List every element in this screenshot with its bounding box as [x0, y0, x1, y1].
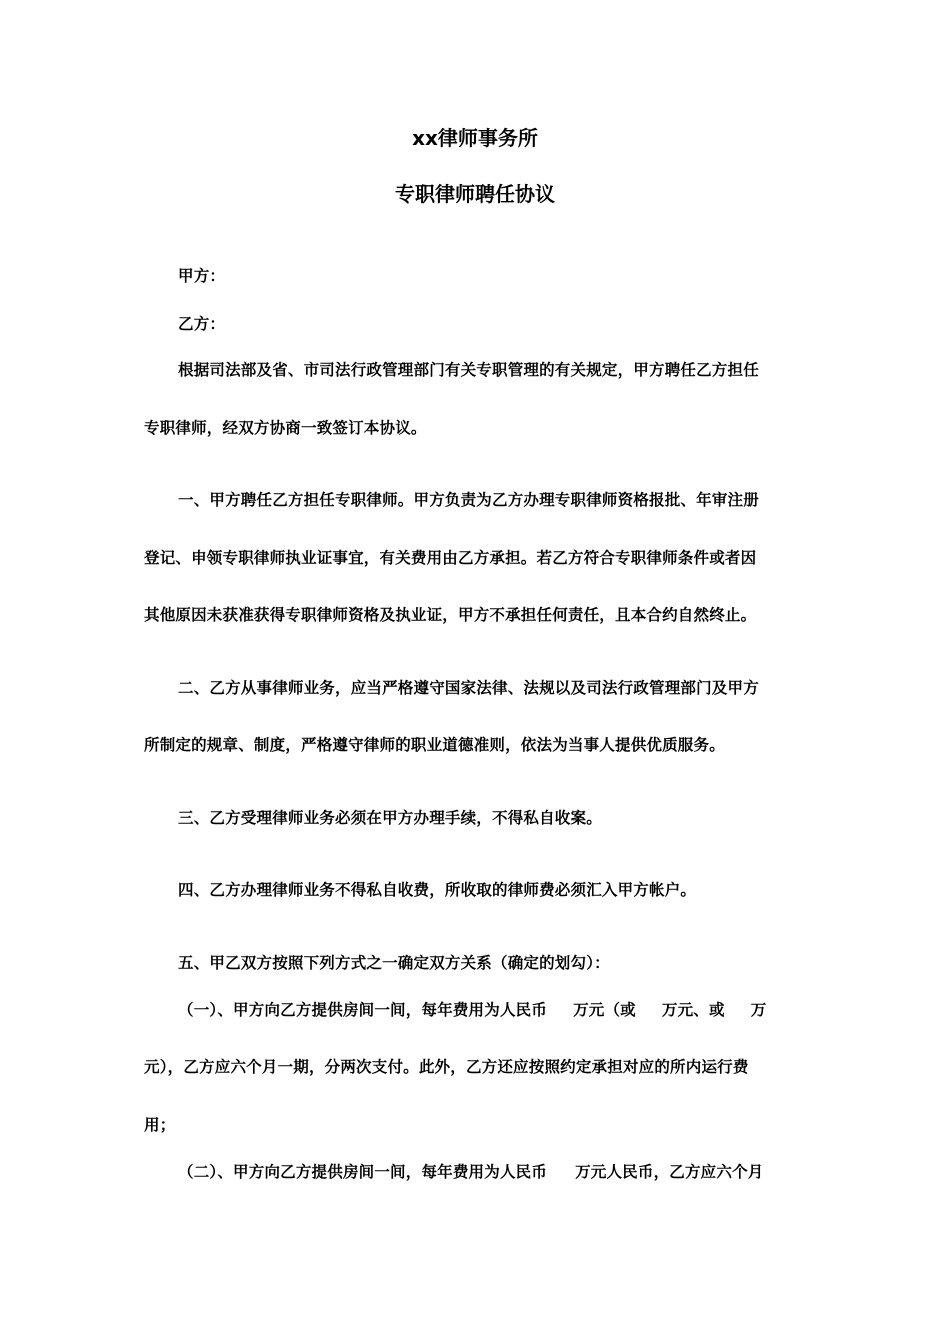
document-title: 专职律师聘任协议	[395, 182, 555, 206]
clause-5-option-2-line-1	[178, 1162, 763, 1182]
preamble-line-2: 专职律师，经双方协商一致签订本协议。	[144, 419, 427, 437]
option-2-text: （二）、甲方向乙方提供房间一间，每年费用为人民币	[178, 1163, 548, 1181]
clause-5-option-1-line-1	[178, 1000, 766, 1020]
clause-5-heading: 五、甲乙双方按照下列方式之一确定双方关系（确定的划勾）：	[178, 954, 610, 972]
option-1-text: （一）、甲方向乙方提供房间一间，每年费用为人民币	[178, 1001, 548, 1019]
party-a-label: 甲方：	[178, 267, 226, 285]
option-1-unit-2: 万元、或	[661, 1001, 725, 1019]
option-1-unit-1: 万元（或	[573, 1001, 636, 1019]
option-2-unit: 万元人民币，乙方应六个月	[575, 1163, 764, 1181]
clause-5-option-1-line-2: 元），乙方应六个月一期，分两次支付。此外，乙方还应按照约定承担对应的所内运行费	[144, 1058, 749, 1076]
option-1-unit-3: 万	[750, 1001, 767, 1019]
clause-2-line-2: 所制定的规章、制度，严格遵守律师的职业道德准则，依法为当事人提供优质服务。	[144, 736, 725, 754]
firm-name: xx律师事务所	[412, 126, 538, 150]
clause-4: 四、乙方办理律师业务不得私自收费，所收取的律师费必须汇入甲方帐户。	[178, 881, 697, 899]
clause-1-line-1: 一、甲方聘任乙方担任专职律师。甲方负责为乙方办理专职律师资格报批、年审注册	[178, 491, 759, 509]
preamble-line-1: 根据司法部及省、市司法行政管理部门有关专职管理的有关规定，甲方聘任乙方担任	[178, 361, 759, 379]
clause-3: 三、乙方受理律师业务必须在甲方办理手续，不得私自收案。	[178, 809, 602, 827]
clause-1-line-3: 其他原因未获准获得专职律师资格及执业证，甲方不承担任何责任，且本合约自然终止。	[144, 606, 757, 624]
clause-1-line-2: 登记、申领专职律师执业证事宜，有关费用由乙方承担。若乙方符合专职律师条件或者因	[144, 549, 757, 567]
clause-2-line-1: 二、乙方从事律师业务，应当严格遵守国家法律、法规以及司法行政管理部门及甲方	[178, 679, 759, 697]
party-b-label: 乙方：	[178, 315, 226, 333]
clause-5-option-1-line-3: 用；	[144, 1116, 176, 1134]
